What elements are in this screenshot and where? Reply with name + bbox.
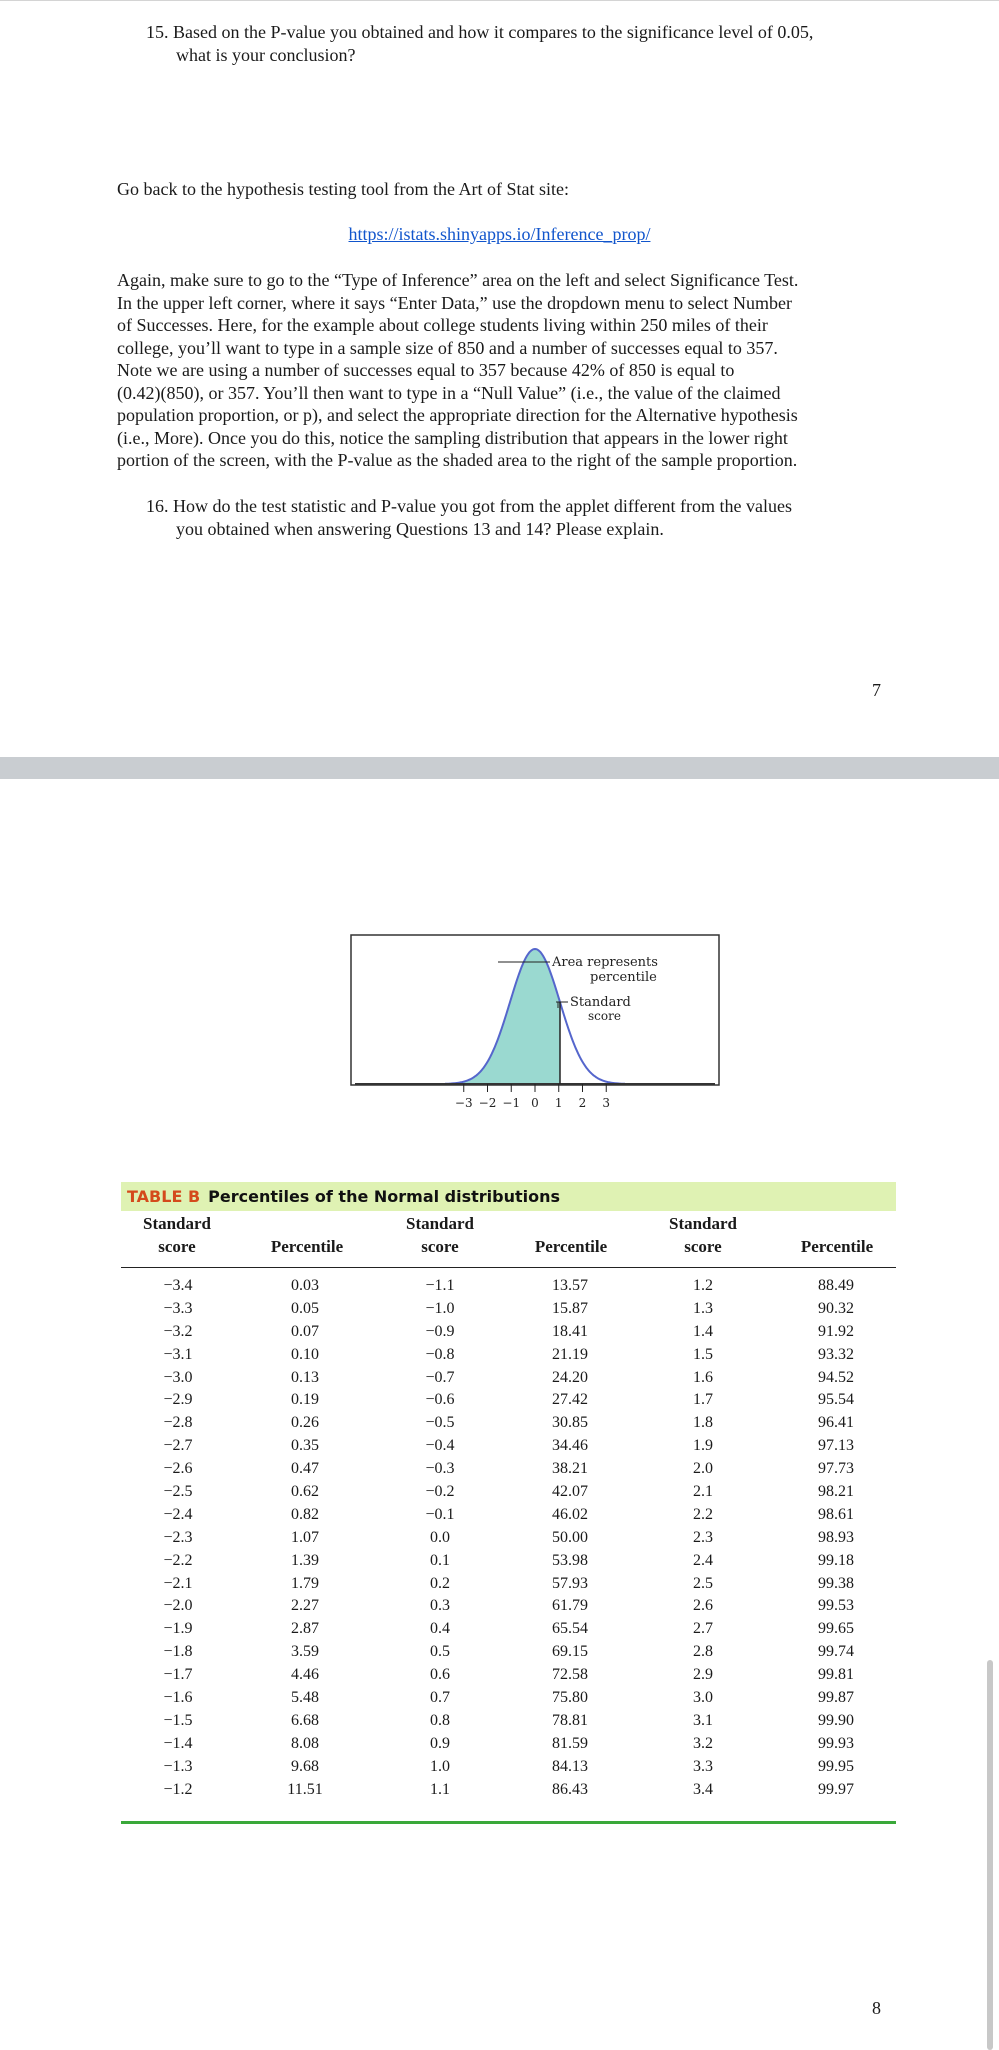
percentile-cell: 97.73 [818,1460,854,1478]
score-cell: −2.4 [163,1505,193,1523]
percentile-cell: 94.52 [818,1368,854,1386]
percentile-cell: 5.48 [291,1689,319,1707]
percentile-cell: 6.68 [291,1711,319,1729]
percentile-cell: 21.19 [552,1345,588,1363]
percentile-cell: 98.61 [818,1505,854,1523]
percentile-cell: 46.02 [552,1505,588,1523]
score-cell: 2.7 [693,1620,713,1638]
hdr-score-2: score [421,1237,459,1256]
score-cell: 1.8 [693,1414,713,1432]
score-cell: −2.5 [163,1483,193,1501]
para-line: portion of the screen, with the P-value as the shaded area to the right of the sample proportion. [117,450,798,470]
score-cell: −0.1 [425,1505,455,1523]
percentile-cell: 98.93 [818,1528,854,1546]
percentile-cell: 93.32 [818,1345,854,1363]
percentile-cell: 0.05 [291,1299,319,1317]
score-cell: 2.8 [693,1643,713,1661]
hdr-percentile-2: Percentile [534,1237,608,1256]
percentile-cell: 0.13 [291,1368,319,1386]
table-title [121,1182,896,1211]
score-cell: 0.3 [430,1597,450,1615]
score-cell: 0.1 [430,1551,450,1569]
tick-label: 2 [578,1096,587,1110]
percentile-cell: 84.13 [552,1757,588,1775]
tick-label: 0 [531,1096,539,1110]
percentile-cell: 75.80 [552,1689,588,1707]
axis-ticks [455,1084,610,1110]
instructions-paragraph [117,269,877,472]
percentile-cell: 88.49 [818,1277,854,1294]
score-cell: 0.8 [430,1711,450,1729]
score-cell: 2.2 [693,1505,713,1523]
percentile-cell: 99.18 [818,1551,854,1569]
percentile-cell: 72.58 [552,1666,588,1684]
score-cell: −3.3 [163,1299,193,1317]
percentile-cell: 99.74 [818,1643,854,1661]
score-cell: −1.4 [163,1734,193,1752]
para-line: college, you’ll want to type in a sample size of 850 and a number of successes equal to 357. [117,337,778,358]
score-cell: −0.2 [425,1483,455,1501]
percentile-cell: 97.13 [818,1437,854,1455]
percentile-cell: 99.95 [818,1757,854,1775]
q15-line-2: what is your conclusion? [176,44,356,65]
para-line: of Successes. Here, for the example about college students living within 250 miles of their [117,315,768,335]
score-cell: 3.0 [693,1689,713,1707]
question-15 [146,21,886,66]
question-16 [146,495,886,540]
percentile-cell: 0.07 [291,1322,319,1340]
percentile-cell: 1.39 [291,1551,319,1569]
tick-label: 3 [602,1096,611,1110]
col1-percentiles [270,1275,340,1801]
percentile-cell: 61.79 [552,1597,588,1615]
table-bottom-rule [121,1821,896,1824]
score-cell: −2.7 [163,1437,193,1455]
percentile-cell: 99.65 [818,1620,854,1638]
percentile-cell: 99.93 [818,1734,854,1752]
col2-percentiles [535,1275,605,1801]
percentile-cell: 99.38 [818,1574,854,1592]
percentile-cell: 99.90 [818,1711,854,1729]
label-score: score [588,1009,621,1023]
col3-percentiles [801,1275,871,1801]
percentile-cell: 3.59 [291,1643,319,1661]
percentile-cell: 90.32 [818,1299,854,1317]
page-number-8: 8 [872,1998,881,2018]
percentile-cell: 91.92 [818,1322,854,1340]
score-cell: −0.6 [425,1391,455,1409]
score-cell: 0.0 [430,1528,450,1546]
percentile-cell: 2.27 [291,1597,319,1615]
hdr-score-1: score [158,1237,196,1256]
q15-line-1: 15. Based on the P-value you obtained and how it compares to the significance level of 0.05, [146,22,814,42]
col3-scores [668,1275,738,1801]
percentile-cell: 24.20 [552,1368,588,1386]
score-cell: 3.4 [693,1780,713,1798]
score-cell: 0.2 [430,1574,450,1592]
score-cell: −2.0 [163,1597,193,1615]
percentile-cell: 0.26 [291,1414,319,1432]
label-percentile: percentile [590,970,657,985]
score-cell: 0.6 [430,1666,450,1684]
para-line: (0.42)(850), or 357. You’ll then want to type in a “Null Value” (i.e., the value of the claimed [117,382,781,403]
percentile-cell: 98.21 [818,1483,854,1501]
q16-line-2: you obtained when answering Questions 13 and 14? Please explain. [176,518,664,539]
percentile-cell: 99.53 [818,1597,854,1615]
percentile-cell: 95.54 [818,1391,854,1409]
label-standard: Standard [570,995,631,1010]
score-cell: 0.9 [430,1734,450,1752]
percentile-cell: 0.47 [291,1460,319,1478]
score-cell: 3.1 [693,1711,713,1729]
score-cell: 1.3 [693,1299,713,1317]
percentile-cell: 11.51 [287,1780,323,1798]
percentile-cell: 2.87 [291,1620,319,1638]
score-cell: −2.3 [163,1528,193,1546]
percentile-cell: 78.81 [552,1711,588,1729]
score-cell: −3.4 [163,1277,193,1294]
inference-link-row [0,223,999,246]
score-cell: −3.2 [163,1322,193,1340]
para-line: population proportion, or p), and select the appropriate direction for the Alternative hypothesis [117,405,798,425]
percentile-cell: 15.87 [552,1299,588,1317]
score-cell: −2.9 [163,1391,193,1409]
score-cell: 0.4 [430,1620,450,1638]
score-cell: 1.1 [430,1780,450,1798]
score-cell: −2.1 [163,1574,193,1592]
percentile-cell: 42.07 [552,1483,588,1501]
score-cell: −0.4 [425,1437,455,1455]
score-cell: −1.9 [163,1620,193,1638]
score-cell: −0.3 [425,1460,455,1478]
para-line: In the upper left corner, where it says “Enter Data,” use the dropdown menu to select Number [117,292,793,313]
score-cell: −1.1 [425,1277,455,1294]
score-cell: −1.7 [163,1666,193,1684]
inference-link[interactable]: https://istats.shinyapps.io/Inference_prop/ [348,224,651,244]
percentile-cell: 0.82 [291,1505,319,1523]
score-cell: −1.2 [163,1780,193,1798]
percentile-cell: 30.85 [552,1414,588,1432]
percentile-cell: 1.07 [291,1528,319,1546]
hdr-score-3: score [684,1237,722,1256]
q16-line-1: 16. How do the test statistic and P-value you got from the applet different from the values [146,496,793,516]
col1-scores [143,1275,213,1801]
normal-curve-figure [350,934,720,1119]
percentile-cell: 0.03 [291,1277,319,1294]
score-cell: −0.5 [425,1414,455,1432]
para-line: Again, make sure to go to the “Type of Inference” area on the left and select Significance Test. [117,270,799,290]
go-back-instruction: Go back to the hypothesis testing tool from the Art of Stat site: [117,179,569,199]
score-cell: 1.7 [693,1391,713,1409]
page-7 [0,0,999,758]
score-cell: −1.5 [163,1711,193,1729]
score-cell: −0.7 [425,1368,455,1386]
percentile-cell: 1.79 [291,1574,319,1592]
score-cell: −2.6 [163,1460,193,1478]
score-cell: 2.0 [693,1460,713,1478]
percentile-cell: 50.00 [552,1528,588,1546]
percentile-cell: 34.46 [552,1437,588,1455]
scrollbar-thumb[interactable] [987,1660,993,2050]
score-cell: 3.3 [693,1757,713,1775]
percentile-cell: 99.81 [818,1666,854,1684]
score-cell: 1.5 [693,1345,713,1363]
score-cell: −2.8 [163,1414,193,1432]
score-cell: 2.5 [693,1574,713,1592]
score-cell: −0.8 [425,1345,455,1363]
percentile-cell: 0.19 [291,1391,319,1409]
percentile-cell: 65.54 [552,1620,588,1638]
hdr-percentile-3: Percentile [800,1237,874,1256]
score-cell: −1.6 [163,1689,193,1707]
para-line: (i.e., More). Once you do this, notice the sampling distribution that appears in the lower right [117,427,788,448]
percentile-cell: 99.87 [818,1689,854,1707]
score-cell: 1.0 [430,1757,450,1775]
table-caption: Percentiles of the Normal distributions [208,1187,561,1206]
hdr-standard-3: Standard [668,1214,738,1233]
percentile-cell: 13.57 [552,1277,588,1294]
hdr-percentile-1: Percentile [270,1237,344,1256]
score-cell: −1.8 [163,1643,193,1661]
score-cell: 2.3 [693,1528,713,1546]
score-cell: −3.1 [163,1345,193,1363]
percentile-cell: 81.59 [552,1734,588,1752]
percentile-cell: 53.98 [552,1551,588,1569]
percentile-cell: 69.15 [552,1643,588,1661]
label-area: Area represents [552,955,658,970]
col2-scores [405,1275,475,1801]
percentile-cell: 8.08 [291,1734,319,1752]
score-cell: 1.9 [693,1437,713,1455]
header-rule [121,1267,896,1268]
score-cell: 1.4 [693,1322,713,1340]
tick-label: 1 [554,1096,563,1110]
score-cell: 0.7 [430,1689,450,1707]
percentile-cell: 0.62 [291,1483,319,1501]
para-line: Note we are using a number of successes equal to 357 because 42% of 850 is equal to [117,360,735,380]
score-cell: 2.6 [693,1597,713,1615]
score-cell: −3.0 [163,1368,193,1386]
percentile-cell: 96.41 [818,1414,854,1432]
percentile-cell: 0.35 [291,1437,319,1455]
percentile-cell: 27.42 [552,1391,588,1409]
score-cell: 2.9 [693,1666,713,1684]
percentile-cell: 18.41 [552,1322,588,1340]
tick-label: −2 [478,1096,497,1110]
hdr-standard-1: Standard [142,1214,212,1233]
hdr-standard-2: Standard [405,1214,475,1233]
tick-label: −1 [502,1096,521,1110]
table-tag: TABLE B [127,1187,201,1206]
page-separator [0,757,999,779]
percentile-cell: 4.46 [291,1666,319,1684]
percentile-cell: 99.97 [818,1780,854,1798]
percentile-cell: 0.10 [291,1345,319,1363]
score-cell: 1.6 [693,1368,713,1386]
percentile-cell: 86.43 [552,1780,588,1798]
score-cell: −1.3 [163,1757,193,1775]
percentile-cell: 57.93 [552,1574,588,1592]
score-cell: −1.0 [425,1299,455,1317]
score-cell: −2.2 [163,1551,193,1569]
page-number: 7 [872,680,881,700]
score-cell: 1.2 [693,1277,713,1294]
score-cell: 2.4 [693,1551,713,1569]
tick-label: −3 [454,1096,473,1110]
score-cell: −0.9 [425,1322,455,1340]
score-cell: 2.1 [693,1483,713,1501]
score-cell: 3.2 [693,1734,713,1752]
score-cell: 0.5 [430,1643,450,1661]
percentile-cell: 38.21 [552,1460,588,1478]
percentile-cell: 9.68 [291,1757,319,1775]
